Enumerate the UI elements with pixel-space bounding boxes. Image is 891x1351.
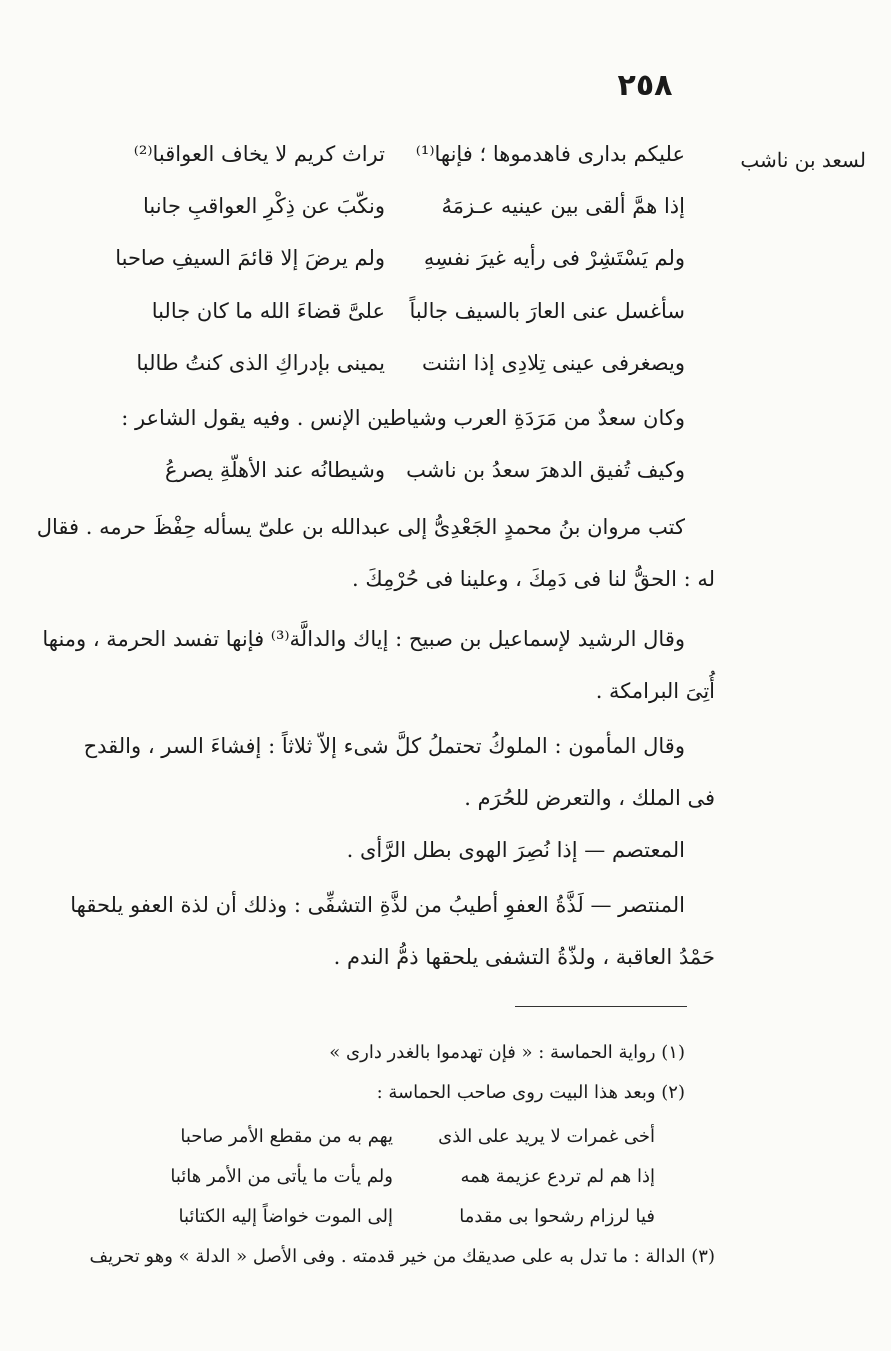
verse-line [90,299,685,339]
footnote-2: (٢) وبعد هذا البيت روى صاحب الحماسة : [376,1082,685,1103]
verse-hemistich-first: ولم يَسْتَشِرْ فى رأيه غيرَ نفسِهِ [423,246,685,270]
verse-line [90,142,685,182]
paragraph-line: المعتصم — إذا نُصِرَ الهوى بطل الرَّأى . [346,838,685,862]
verse-hemistich-second: ولم يأت ما يأتى من الأمر هائبا [170,1166,393,1187]
paragraph-line: المنتصر — لَذَّةُ العفوِ أطيبُ من لذَّةِ التشفِّى : وذلك أن لذة العفو يلحقها [70,893,685,917]
verse-hemistich-second: وشيطانُه عند الأهلّةِ يصرعُ [165,458,385,482]
footnote-verse-line [150,1166,655,1206]
verse-line [90,246,685,286]
verse-hemistich-second: علىَّ قضاءَ الله ما كان جالبا [151,299,385,323]
footnote-3: (٣) الدالة : ما تدل به على صديقك من خير قدمته . وفى الأصل « الدلة » وهو تحريف [89,1246,715,1267]
side-note-poet: لسعد بن ناشب [740,148,866,172]
paragraph-line: له : الحقُّ لنا فى دَمِكَ ، وعلينا فى حُرْمِكَ . [352,567,715,591]
verse-hemistich-second: ونكّبَ عن ذِكْرِ العواقبِ جانبا [142,194,385,218]
verse-line [90,194,685,234]
paragraph-line: وكان سعدٌ من مَرَدَةِ العرب وشياطين الإنس . وفيه يقول الشاعر : [121,406,685,430]
verse-hemistich-second: إلى الموت خواضاً إليه الكتائبا [178,1206,393,1227]
footnote-1: (١) رواية الحماسة : « فإن تهدموا بالغدر دارى » [329,1042,685,1063]
footnote-divider [515,1006,687,1007]
paragraph-line: أُتِىَ البرامكة . [595,679,715,703]
verse-hemistich-first: فيا لرزام رشحوا بى مقدما [459,1206,655,1227]
verse-hemistich-first: إذا هم لم تردع عزيمة همه [460,1166,655,1187]
verse-hemistich-first: أخى غمرات لا يريد على الذى [438,1126,655,1147]
paragraph-line: وقال الرشيد لإسماعيل بن صبيح : إياك والدالَّة⁽³⁾ فإنها تفسد الحرمة ، ومنها [42,627,685,651]
paragraph-line: حَمْدُ العاقبة ، ولذّةُ التشفى يلحقها ذمُّ الندم . [333,945,715,969]
footnote-verse-line [150,1206,655,1246]
verse-hemistich-second: يمينى بإدراكِ الذى كنتُ طالبا [136,351,385,375]
verse-hemistich-second: ولم يرضَ إلا قائمَ السيفِ صاحبا [115,246,385,270]
verse-hemistich-first: عليكم بدارى فاهدموها ؛ فإنها⁽¹⁾ [415,142,685,166]
verse-hemistich-first: سأغسل عنى العارَ بالسيف جالباً [409,299,685,323]
verse-hemistich-first: إذا همَّ ألقى بين عينيه عـزمَهُ [441,194,685,218]
verse-hemistich-second: تراث كريم لا يخاف العواقبا⁽²⁾ [133,142,385,166]
verse-line [90,351,685,391]
verse-hemistich-first: وكيف تُفيق الدهرَ سعدُ بن ناشب [406,458,685,482]
verse-line [90,458,685,498]
paragraph-line: وقال المأمون : الملوكُ تحتملُ كلَّ شىء إلاّ ثلاثاً : إفشاءَ السر ، والقدح [83,734,685,758]
paragraph-line: فى الملك ، والتعرض للحُرَم . [464,786,715,810]
verse-hemistich-first: ويصغرفى عينى تِلادِى إذا انثنت [421,351,685,375]
footnote-verse-line [150,1126,655,1166]
page-number: ٢٥٨ [617,68,673,103]
paragraph-line: كتب مروان بنُ محمدٍ الجَعْدِىُّ إلى عبدالله بن علىّ يسأله حِفْظَ حرمه . فقال [36,515,685,539]
verse-hemistich-second: يهم به من مقطع الأمر صاحبا [180,1126,393,1147]
